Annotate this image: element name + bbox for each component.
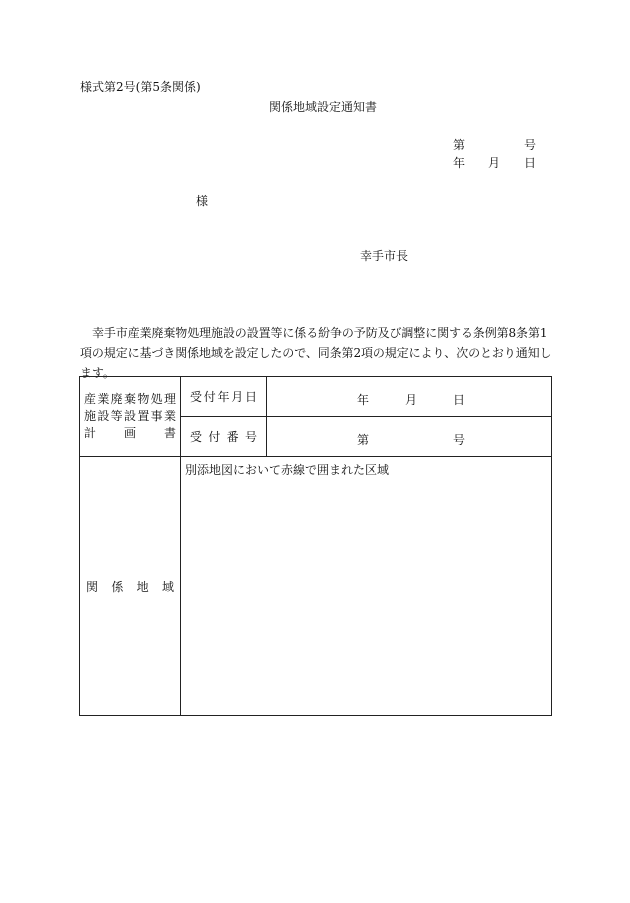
received-date-field	[267, 377, 552, 417]
plan-label-line-2: 施設等設置事業	[84, 409, 176, 423]
received-date-day: 日	[453, 393, 466, 407]
document-number-suffix: 号	[524, 138, 537, 152]
notification-table	[79, 376, 552, 716]
issue-date-year: 年	[453, 156, 466, 170]
plan-label-line-1: 産業廃棄物処理	[84, 392, 176, 406]
received-number-prefix: 第	[357, 433, 370, 447]
form-number: 様式第2号(第5条関係)	[80, 80, 201, 94]
table-row	[80, 377, 552, 417]
body-paragraph: 幸手市産業廃棄物処理施設の設置等に係る紛争の予防及び調整に関する条例第8条第1項の規定に基づき関係地域を設定したので、同条第2項の規定により、次のとおり通知します。	[80, 326, 552, 380]
received-date-month: 月	[405, 393, 418, 407]
addressee-honorific: 様	[196, 194, 209, 208]
issue-date-month: 月	[488, 156, 501, 170]
table-row	[80, 457, 552, 716]
received-number-field	[267, 417, 552, 457]
related-area-label: 関係地域	[80, 457, 181, 716]
received-number-suffix: 号	[453, 433, 466, 447]
document-title: 関係地域設定通知書	[268, 100, 377, 114]
issue-date-day: 日	[524, 156, 537, 170]
received-date-year: 年	[357, 393, 370, 407]
plan-label-line-3: 計 画 書	[84, 426, 176, 440]
related-area-value: 別添地図において赤線で囲まれた区域	[181, 457, 552, 716]
received-date-label: 受付年月日	[181, 377, 267, 417]
document-number-prefix: 第	[453, 138, 466, 152]
issuer-name: 幸手市長	[360, 249, 409, 263]
received-number-label: 受付番号	[181, 417, 267, 457]
plan-document-label	[80, 377, 181, 457]
